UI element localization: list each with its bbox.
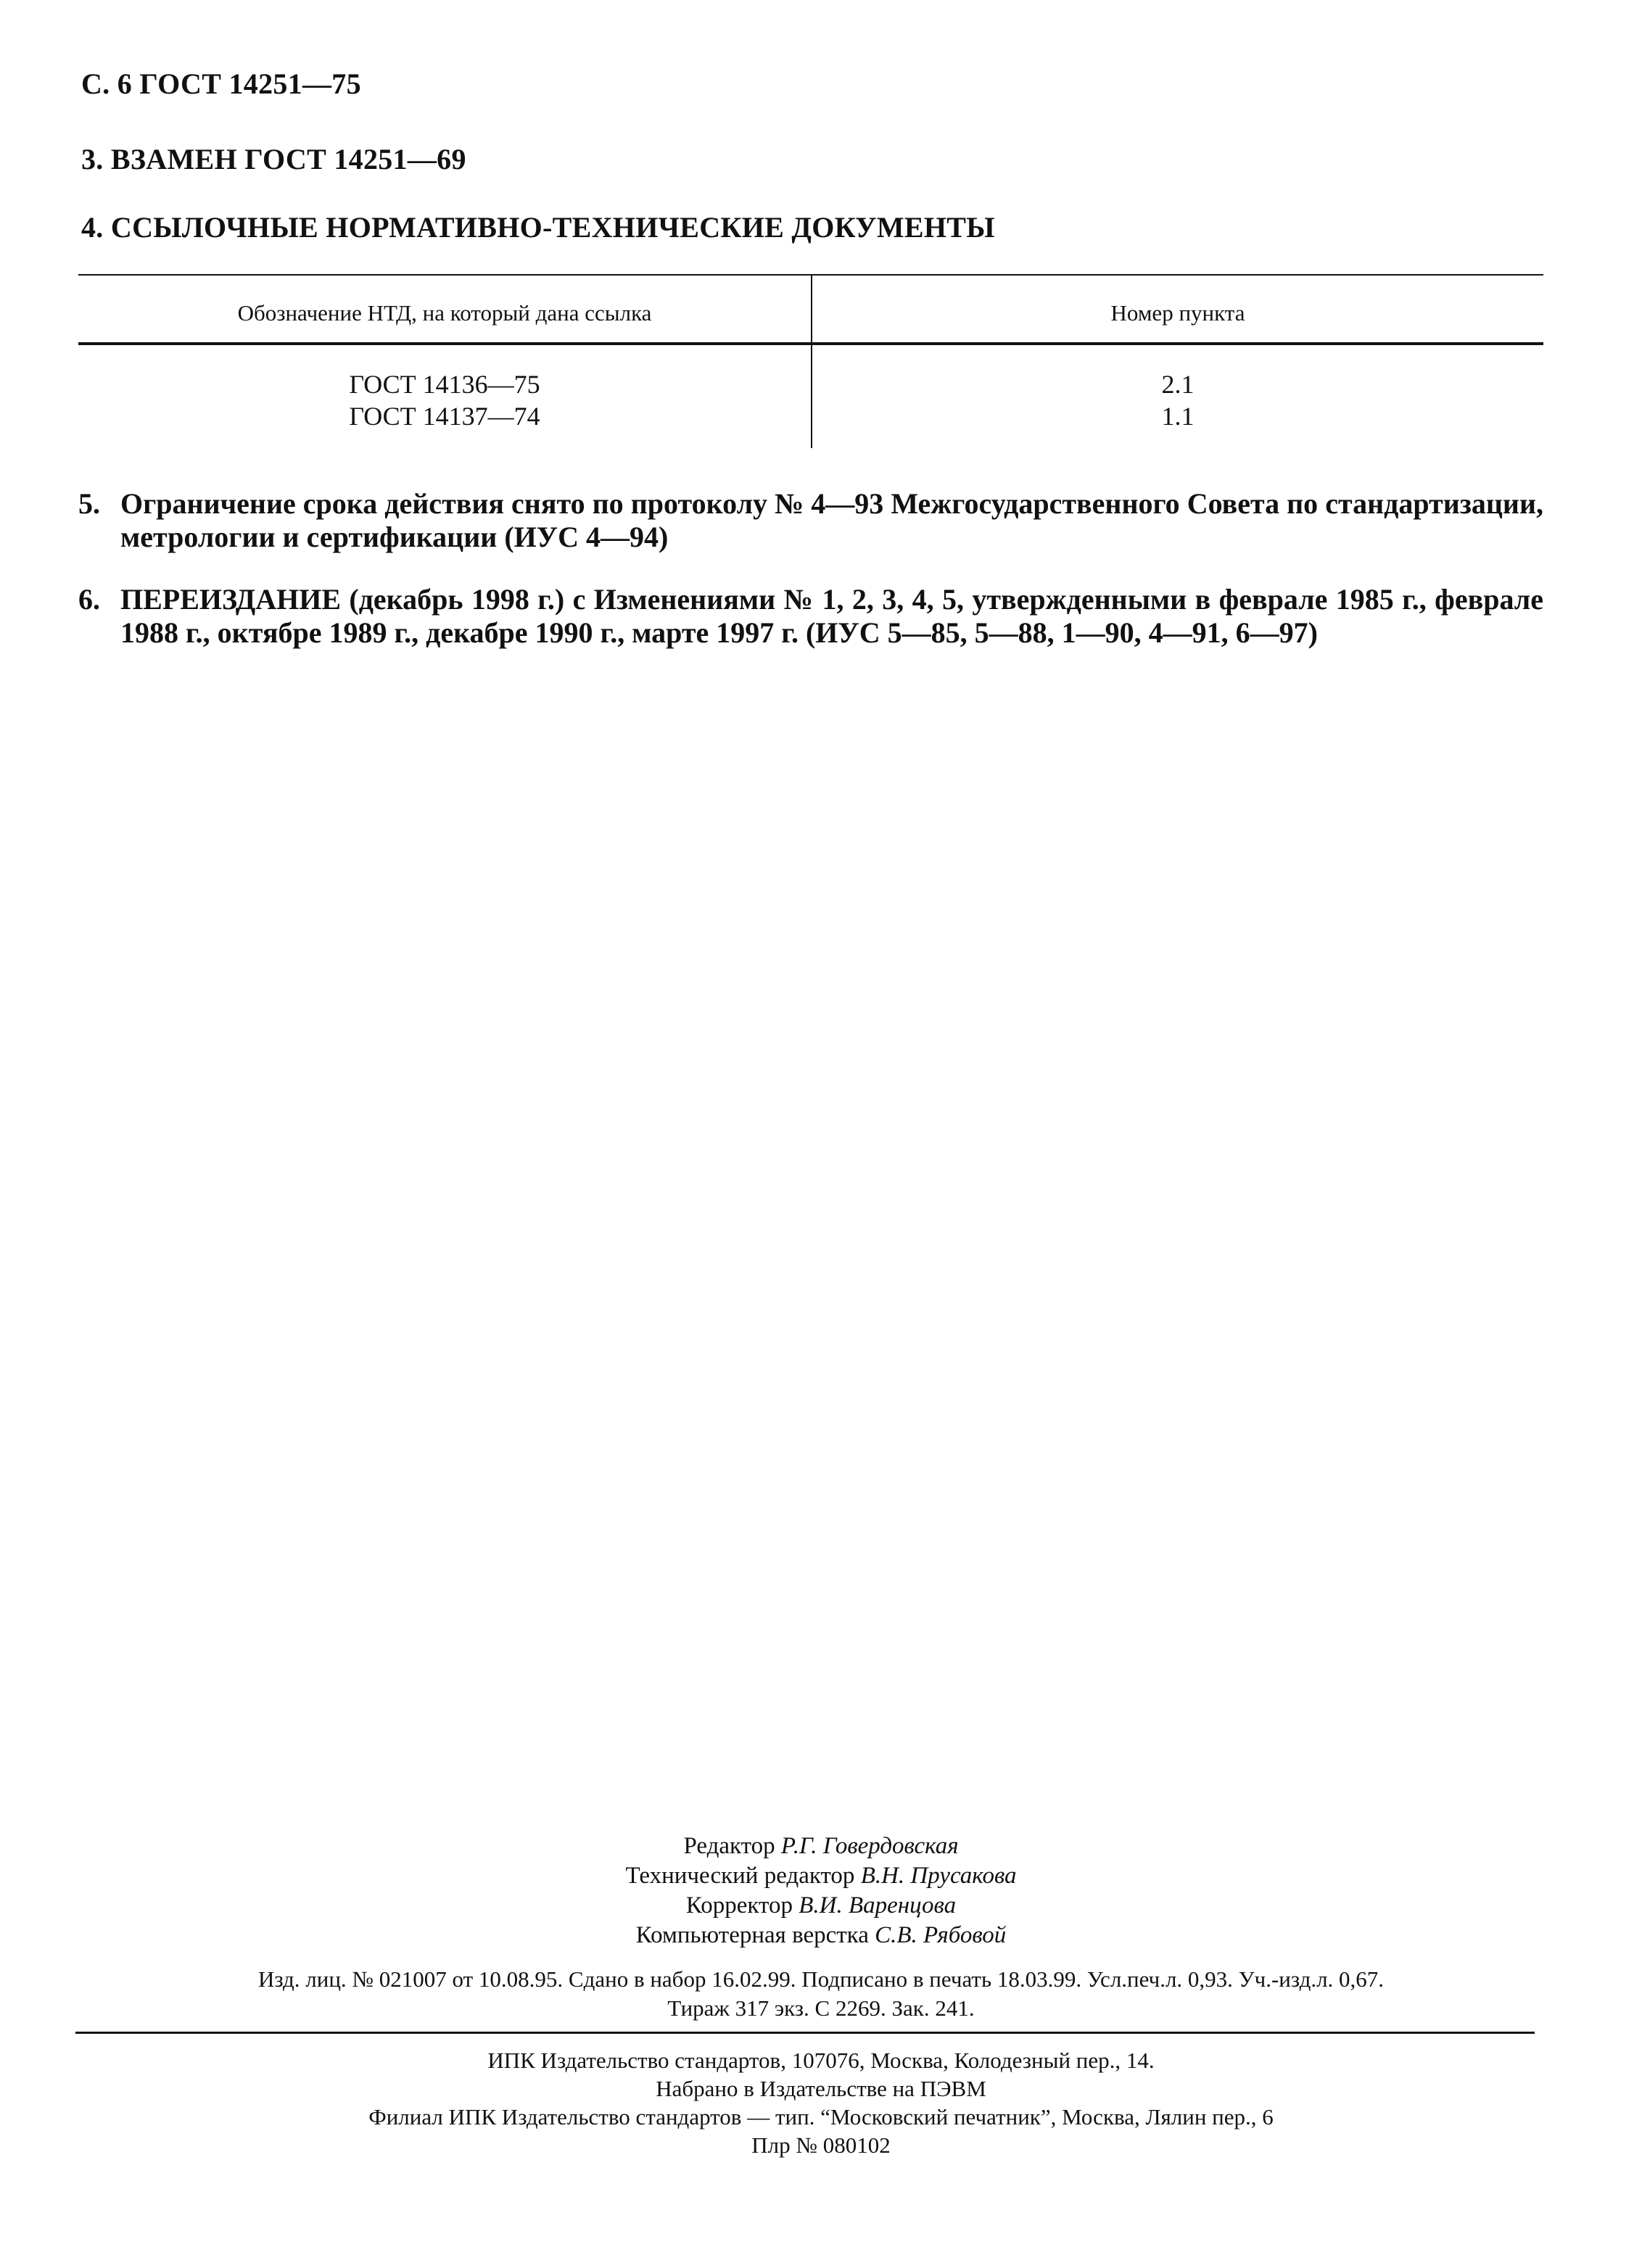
credit-role: Технический редактор	[625, 1863, 855, 1889]
paragraph-5-text: Ограничение срока действия снято по протоколу № 4—93 Межгосударственного Совета по стандартизации, метрологии и сертификации (ИУС 4—94)	[120, 487, 1543, 553]
table-cell-clause-1: 2.1	[1161, 370, 1195, 399]
credit-role: Корректор	[685, 1892, 793, 1919]
paragraph-5	[78, 487, 1543, 554]
page-label: С. 6 ГОСТ 14251—75	[81, 67, 361, 100]
table-cell-doc-2: ГОСТ 14137—74	[349, 402, 540, 431]
paragraph-6	[78, 583, 1543, 650]
table-col-doc	[78, 368, 811, 432]
credit-name: Р.Г. Говердовская	[780, 1833, 959, 1859]
printer-line-3: Филиал ИПК Издательство стандартов — тип. “Московский печатник”, Москва, Лялин пер., 6	[368, 2104, 1274, 2130]
paragraph-6-text: ПЕРЕИЗДАНИЕ (декабрь 1998 г.) с Изменениями № 1, 2, 3, 4, 5, утвержденными в феврале 1985 г., феврале 1988 г., октябре 1989 г., декабре 1990 г., марте 1997 г. (ИУС 5—85, 5—88, 1—90, 4—91, 6—97)	[120, 583, 1543, 649]
credit-name: В.Н. Прусакова	[860, 1863, 1017, 1889]
table-header-clause: Номер пункта	[1110, 300, 1245, 326]
credit-role: Редактор	[683, 1833, 775, 1859]
section-3-heading: 3. ВЗАМЕН ГОСТ 14251—69	[81, 143, 466, 175]
printer-line-4: Плр № 080102	[751, 2132, 891, 2158]
credit-proofreader	[0, 1891, 1642, 1921]
publication-info	[0, 1965, 1642, 2023]
printer-line-2: Набрано в Издательстве на ПЭВМ	[656, 2076, 986, 2101]
section-4-heading: 4. ССЫЛОЧНЫЕ НОРМАТИВНО-ТЕХНИЧЕСКИЕ ДОКУМЕНТЫ	[81, 211, 995, 244]
paragraph-6-number: 6.	[78, 583, 100, 616]
table-header-doc: Обозначение НТД, на который дана ссылка	[237, 300, 652, 326]
printer-line-1: ИПК Издательство стандартов, 107076, Москва, Колодезный пер., 14.	[487, 2048, 1155, 2073]
paragraph-5-number: 5.	[78, 487, 100, 520]
credit-name: С.В. Рябовой	[875, 1922, 1007, 1948]
table-col-clause	[812, 368, 1543, 432]
publication-line-2: Тираж 317 экз. С 2269. Зак. 241.	[667, 1995, 975, 2021]
table-cell-doc-1: ГОСТ 14136—75	[349, 370, 540, 399]
table-cell-clause-2: 1.1	[1161, 402, 1195, 431]
credit-editor	[0, 1832, 1642, 1861]
credits-block	[0, 1832, 1642, 1950]
credit-tech-editor	[0, 1861, 1642, 1891]
reference-table	[78, 274, 1543, 448]
footer-divider	[75, 2032, 1535, 2034]
credit-layout	[0, 1921, 1642, 1950]
printer-info	[0, 2046, 1642, 2159]
credit-role: Компьютерная верстка	[635, 1922, 869, 1948]
publication-line-1: Изд. лиц. № 021007 от 10.08.95. Сдано в набор 16.02.99. Подписано в печать 18.03.99. Усл.печ.л. 0,93. Уч.-изд.л. 0,67.	[257, 1966, 1385, 1992]
credit-name: В.И. Варенцова	[799, 1892, 957, 1919]
